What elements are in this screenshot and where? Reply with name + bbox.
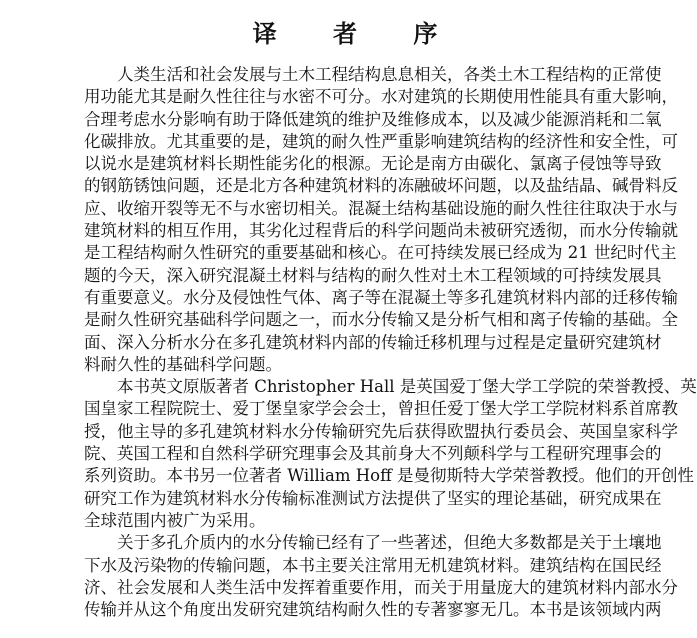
text-line: 化碳排放。尤其重要的是，建筑的耐久性严重影响建筑结构的经济性和安全性，可 <box>84 131 678 151</box>
paragraph <box>84 532 678 621</box>
text-line: 料耐久性的基础科学问题。 <box>84 354 282 374</box>
text-line: 用功能尤其是耐久性往往与水密不可分。水对建筑的长期使用性能具有重大影响， <box>84 87 678 107</box>
text-line: 面、深入分析水分在多孔建筑材料内部的传输迁移机理与过程是定量研究建筑材 <box>84 332 662 352</box>
text-line: 人类生活和社会发展与土木工程结构息息相关，各类土木工程结构的正常使 <box>117 65 662 84</box>
document-body <box>84 64 697 621</box>
text-line: 本书英文原版著者 Christopher Hall 是英国爱丁堡大学工学院的荣誉教授、英 <box>117 377 697 397</box>
text-line: 题的今天，深入研究混凝土材料与结构的耐久性对土木工程领域的可持续发展具 <box>84 265 662 285</box>
text-line: 传输并从这个角度出发研究建筑结构耐久性的专著寥寥无几。本书是该领域内两 <box>84 600 662 620</box>
text-line: 应、收缩开裂等无不与水密切相关。混凝土结构基础设施的耐久性往往取决于水与 <box>84 198 678 218</box>
text-line: 研究工作为建筑材料水分传输标准测试方法提供了坚实的理论基础，研究成果在 <box>84 488 662 508</box>
text-line: 建筑材料的相互作用，其劣化过程背后的科学问题尚未被研究透彻，而水分传输就 <box>84 221 678 241</box>
paragraph <box>84 64 678 376</box>
text-line: 下水及污染物的传输问题，本书主要关注常用无机建筑材料。建筑结构在国民经 <box>84 555 662 575</box>
paragraph <box>84 376 697 532</box>
text-line: 是耐久性研究基础科学问题之一，而水分传输又是分析气相和离子传输的基础。全 <box>84 310 678 330</box>
text-line: 院、英国工程和自然科学研究理事会及其前身大不列颠科学与工程研究理事会的 <box>84 444 662 464</box>
text-line: 以说水是建筑材料长期性能劣化的根源。无论是南方由碳化、氯离子侵蚀等导致 <box>84 154 662 174</box>
text-line: 系列资助。本书另一位著者 William Hoff 是曼彻斯特大学荣誉教授。他们的开创性 <box>84 466 695 486</box>
page-title: 译 者 序 <box>252 20 462 48</box>
text-line: 济、社会发展和人类生活中发挥着重要作用，而关于用量庞大的建筑材料内部水分 <box>84 577 678 597</box>
text-line: 国皇家工程院院士、爱丁堡皇家学会会士，曾担任爱丁堡大学工学院材料系首席教 <box>84 399 678 419</box>
text-line: 的钢筋锈蚀问题，还是北方各种建筑材料的冻融破坏问题，以及盐结晶、碱骨料反 <box>84 176 678 196</box>
text-line: 关于多孔介质内的水分传输已经有了一些著述，但绝大多数都是关于土壤地 <box>117 533 662 553</box>
text-line: 授，他主导的多孔建筑材料水分传输研究先后获得欧盟执行委员会、英国皇家科学 <box>84 421 678 441</box>
text-line: 全球范围内被广为采用。 <box>84 510 266 530</box>
text-line: 有重要意义。水分及侵蚀性气体、离子等在混凝土等多孔建筑材料内部的迁移传输 <box>84 287 678 307</box>
text-line: 是工程结构耐久性研究的重要基础和核心。在可持续发展已经成为 21 世纪时代主 <box>84 243 677 263</box>
text-line: 合理考虑水分影响有助于降低建筑的维护及维修成本，以及减少能源消耗和二氧 <box>84 109 662 129</box>
